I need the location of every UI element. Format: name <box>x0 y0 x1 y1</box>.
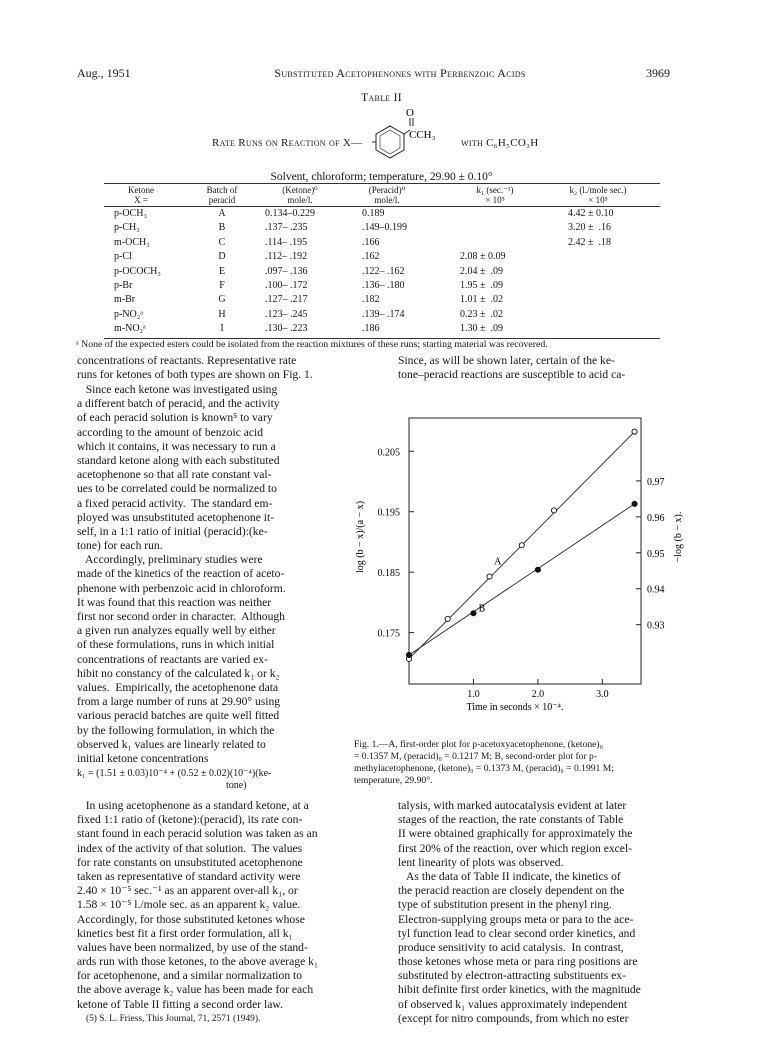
cell-peracid-conc: .162 <box>362 251 380 263</box>
series-A-point <box>445 616 450 621</box>
text-line: stant found in each peracid solution was taken as an <box>77 827 318 841</box>
text-line: the peracid reaction are closely dependent on the <box>398 884 625 898</box>
reference-5: (5) S. L. Friess, This Journal, 71, 2571 (1949). <box>86 1014 261 1024</box>
y-right-tick-label: 0.93 <box>647 620 665 632</box>
text-line: talysis, with marked autocatalysis evident at later <box>398 799 627 812</box>
text-line: taken as representative of standard activity were <box>77 869 301 883</box>
text-line: a fixed peracid activity. The standard em- <box>77 496 273 510</box>
table-row <box>0 222 763 235</box>
figure-caption <box>354 739 614 787</box>
cell-ketone-conc: .114– .195 <box>265 236 308 248</box>
header-batch: Batch of peracid <box>206 185 238 205</box>
text-line: concentrations of reactants. Representative rate <box>77 354 297 367</box>
text-line: acetophenone so that all rate constant val- <box>77 468 272 482</box>
left-column-body <box>77 799 318 1012</box>
y-right-tick-label: 0.94 <box>647 584 665 596</box>
header-ketone: Ketone X = <box>128 185 154 205</box>
text-line: concentrations of reactants are varied ex- <box>77 652 268 666</box>
cell-batch: H <box>218 308 226 320</box>
text-line: values have been normalized, by use of the stand- <box>77 940 308 954</box>
x-tick-label: 1.0 <box>467 689 480 700</box>
text-line: standard ketone along with each substituted <box>77 453 280 467</box>
table-row <box>0 280 763 293</box>
text-line: first nor second order in character. Although <box>77 610 285 623</box>
table-row <box>0 251 763 264</box>
acetyl-group: CCH₃ <box>409 129 436 141</box>
cell-ketone-conc: .137– .235 <box>265 222 308 234</box>
cell-k1: 1.01 ± .02 <box>460 294 503 306</box>
text-line: II were obtained graphically for approximately the <box>398 827 633 841</box>
text-line: lent linearity of plots was observed. <box>398 855 564 869</box>
text-line: observed k₁ values are linearly related to <box>77 737 266 751</box>
text-line: Since each ketone was investigated using <box>77 383 278 396</box>
cell-batch: A <box>218 208 226 219</box>
cell-ketone-conc: .112– .192 <box>265 251 308 263</box>
cell-k1: 1.95 ± .09 <box>460 280 503 291</box>
cell-ketone-conc: 0.134–0.229 <box>265 208 315 219</box>
table-caption-left: Rate Runs on Reaction of X— <box>212 137 363 149</box>
y-left-axis-label: log (b − x)/(a − x) <box>355 500 366 574</box>
left-column-intro <box>77 354 379 382</box>
text-line: the above average k₂ value has been made for each <box>77 983 314 997</box>
text-line: It was found that this reaction was neither <box>77 595 272 609</box>
y-left-tick-label: 0.195 <box>377 507 400 519</box>
text-line: tone) for each run. <box>77 539 163 553</box>
cell-peracid-conc: .166 <box>362 236 380 248</box>
cell-ketone-conc: .127– .217 <box>265 294 308 306</box>
text-line: As the data of Table II indicate, the kinetics of <box>398 869 621 883</box>
text-line: a different batch of peracid, and the activity <box>77 397 280 411</box>
series-B-point <box>632 501 637 506</box>
x-tick-label: 3.0 <box>596 689 609 700</box>
left-narrow-column <box>77 383 286 766</box>
text-line: In using acetophenone as a standard ketone, at a <box>77 799 309 812</box>
text-line: of these formulations, runs in which initial <box>77 638 275 652</box>
text-line: self, in a 1:1 ratio of initial (peracid):(ke- <box>77 524 268 538</box>
series-A-point <box>551 508 556 513</box>
rate-equation-continued: tone) <box>226 780 247 791</box>
cell-ketone: m-Br <box>114 294 136 306</box>
text-line: by the following formulation, in which the <box>77 723 275 737</box>
y-right-tick-label: 0.95 <box>647 548 665 560</box>
text-line: kinetics best fit a first order formulation, all k₁ <box>77 926 293 940</box>
cell-ketone-conc: .100– .172 <box>265 280 308 291</box>
text-line: from a large number of runs at 29.90° using <box>77 695 281 709</box>
text-line: ards run with those ketones, to the above average k₁ <box>77 955 318 969</box>
caption-line: methylacetophenone, (ketone)₀ = 0.1373 M, (peracid)₀ = 0.1991 M; <box>354 763 614 774</box>
text-line: substituted by electron-attracting substituents ex- <box>398 969 626 983</box>
cell-ketone-conc: .123– .245 <box>265 308 308 320</box>
cell-peracid-conc: 0.189 <box>362 208 385 219</box>
y-left-tick-label: 0.175 <box>377 628 400 640</box>
text-line: first 20% of the reaction, over which region excel- <box>398 841 633 855</box>
series-label-b: B <box>478 603 486 615</box>
text-line: of each peracid solution is known⁵ to vary <box>77 411 273 425</box>
cell-k1: 1.30 ± .09 <box>460 323 503 335</box>
text-line: type of substitution present in the phenyl ring. <box>398 898 612 912</box>
text-line: stages of the reaction, the rate constants of Table <box>398 813 624 827</box>
cell-ketone: m-OCH₃ <box>114 236 150 248</box>
cell-ketone-conc: .097– .136 <box>265 265 308 277</box>
text-line: runs for ketones of both types are shown on Fig. 1. <box>77 368 313 382</box>
series-B-line <box>409 504 635 655</box>
y-left-tick-label: 0.205 <box>377 447 400 459</box>
page-number: 3969 <box>646 66 670 80</box>
series-A-point <box>519 543 524 548</box>
text-line: for rate constants on unsubstituted acetophenone <box>77 855 303 869</box>
cell-ketone: p-OCOCH₃ <box>114 265 161 277</box>
y-right-tick-label: 0.97 <box>647 476 665 488</box>
cell-batch: D <box>218 251 226 263</box>
table-row <box>0 208 763 221</box>
right-column-body <box>398 799 641 1026</box>
x-axis-label: Time in seconds × 10⁻⁴. <box>466 702 564 710</box>
table-label: Table II <box>361 92 402 104</box>
cell-ketone: p-CH₃ <box>114 222 140 234</box>
cell-peracid-conc: .149–0.199 <box>362 222 407 234</box>
table-row <box>0 323 763 336</box>
text-line: hibit no constancy of the calculated k₁ or k₂ <box>77 666 280 680</box>
cell-ketone: p-OCH₃ <box>114 208 147 219</box>
table-subtitle: Solvent, chloroform; temperature, 29.90 ± 0.10° <box>270 171 493 183</box>
text-line: Accordingly, preliminary studies were <box>77 553 263 567</box>
y-right-axis-label: −log (b − x). <box>673 511 684 563</box>
cell-k1: 2.04 ± .09 <box>460 265 503 277</box>
cell-ketone: p-Br <box>114 280 133 291</box>
header-peracid-conc: (Peracid)⁰ mole/l. <box>368 185 406 205</box>
caption-line: Fig. 1.—A, first-order plot for p-acetoxyacetophenone, (ketone)₀ <box>354 739 603 750</box>
table-caption-right: with C₆H₅CO₃H <box>461 137 539 149</box>
series-B-point <box>535 567 540 572</box>
text-line: those ketones whose meta or para ring positions are <box>398 955 638 969</box>
running-head-date: Aug., 1951 <box>77 66 131 80</box>
cell-k2: 2.42 ± .18 <box>568 236 611 248</box>
text-line: for acetophenone, and a similar normalization to <box>77 969 303 983</box>
cell-batch: G <box>218 294 226 306</box>
text-line: Since, as will be shown later, certain of the ke- <box>398 354 615 367</box>
cell-ketone-conc: .130– .223 <box>265 323 308 335</box>
text-line: according to the amount of benzoic acid <box>77 425 264 439</box>
table-row <box>0 266 763 279</box>
cell-batch: I <box>220 323 224 335</box>
text-line: ployed was unsubstituted acetophenone it- <box>77 510 275 524</box>
text-line: produce sensitivity to acid catalysis. In contrast, <box>398 940 624 954</box>
text-line: which it contains, it was necessary to run a <box>77 439 276 453</box>
text-line: made of the kinetics of the reaction of aceto- <box>77 567 285 581</box>
table-row <box>0 237 763 250</box>
series-A-point <box>487 574 492 579</box>
caption-line: temperature, 29.90°. <box>354 775 433 786</box>
cell-ketone: p-Cl <box>114 251 132 263</box>
y-right-tick-label: 0.96 <box>647 512 665 524</box>
text-line: hibit definite first order kinetics, with the magnitude <box>398 983 641 997</box>
text-line: various peracid batches are quite well fitted <box>77 709 280 723</box>
cell-batch: E <box>218 265 226 277</box>
table-footnote: ᵃ None of the expected esters could be isolated from the reaction mixtures of these runs; starting material was recovered. <box>76 339 548 350</box>
text-line: a given run analyzes equally well by either <box>77 624 276 638</box>
cell-peracid-conc: .182 <box>362 294 380 306</box>
text-line: fixed 1:1 ratio of (ketone):(peracid), its rate con- <box>77 813 303 827</box>
table-row <box>0 294 763 307</box>
carbonyl-oxygen: O <box>406 107 414 119</box>
rate-equation: k₁ = (1.51 ± 0.03)10⁻⁴ + (0.52 ± 0.02)(10⁻⁴)(ke- <box>77 768 272 779</box>
cell-ketone: m-NO₂ᵃ <box>114 323 146 335</box>
plot-frame <box>409 418 641 684</box>
cell-peracid-conc: .122– .162 <box>362 265 405 277</box>
text-line: tyl function lead to clear second order kinetics, and <box>398 926 636 940</box>
running-head-title: Substituted Acetophenones with Perbenzoic Acids <box>274 66 526 80</box>
series-B-point <box>406 652 411 657</box>
text-line: of observed k₁ values approximately independent <box>398 997 628 1011</box>
header-ketone-conc: (Ketone)⁰ mole/l. <box>282 185 318 205</box>
y-left-tick-label: 0.185 <box>377 568 400 580</box>
series-label-a: A <box>494 556 502 568</box>
right-column-intro <box>398 354 690 382</box>
cell-batch: F <box>219 280 225 291</box>
x-tick-label: 2.0 <box>531 689 545 700</box>
text-line: initial ketone concentrations <box>77 751 209 765</box>
text-line: values. Empirically, the acetophenone data <box>77 680 279 694</box>
header-k2: k₂ (l./mole sec.) × 10⁵ <box>569 185 627 205</box>
figure-1-plot <box>330 410 700 710</box>
text-line: tone–peracid reactions are susceptible to acid ca- <box>398 368 626 382</box>
text-line: phenone with perbenzoic acid in chloroform. <box>77 581 286 595</box>
text-line: 2.40 × 10⁻⁵ sec.⁻¹ as an apparent over-all k₁, or <box>77 884 298 898</box>
text-line: Accordingly, for those substituted ketones whose <box>77 912 305 926</box>
text-line: (except for nitro compounds, from which no ester <box>398 1011 629 1025</box>
text-line: ketone of Table II fitting a second order law. <box>77 997 283 1011</box>
header-k1: k₁ (sec.⁻¹) × 10⁵ <box>476 185 514 205</box>
cell-k2: 3.20 ± .16 <box>568 222 611 234</box>
series-A-point <box>632 429 637 434</box>
cell-k1: 0.23 ± .02 <box>460 308 503 320</box>
text-line: ues to be correlated could be normalized to <box>77 482 277 496</box>
cell-peracid-conc: .139– .174 <box>362 308 405 320</box>
cell-k1: 2.08 ± 0.09 <box>460 251 506 263</box>
table-row <box>0 309 763 322</box>
cell-peracid-conc: .136– .180 <box>362 280 405 291</box>
caption-line: = 0.1357 M, (peracid)₀ = 0.1217 M; B, second-order plot for p- <box>354 751 598 762</box>
text-line: index of the activity of that solution. The values <box>77 841 303 855</box>
text-line: 1.58 × 10⁻⁵ l./mole sec. as an apparent k₂ value. <box>77 898 301 912</box>
cell-batch: B <box>218 222 226 234</box>
cell-k2: 4.42 ± 0.10 <box>568 208 614 219</box>
cell-batch: C <box>218 236 226 248</box>
cell-peracid-conc: .186 <box>362 323 380 335</box>
cell-ketone: p-NO₂ᵃ <box>114 308 143 320</box>
series-B-point <box>471 611 476 616</box>
text-line: Electron-supplying groups meta or para to the ace- <box>398 912 634 926</box>
